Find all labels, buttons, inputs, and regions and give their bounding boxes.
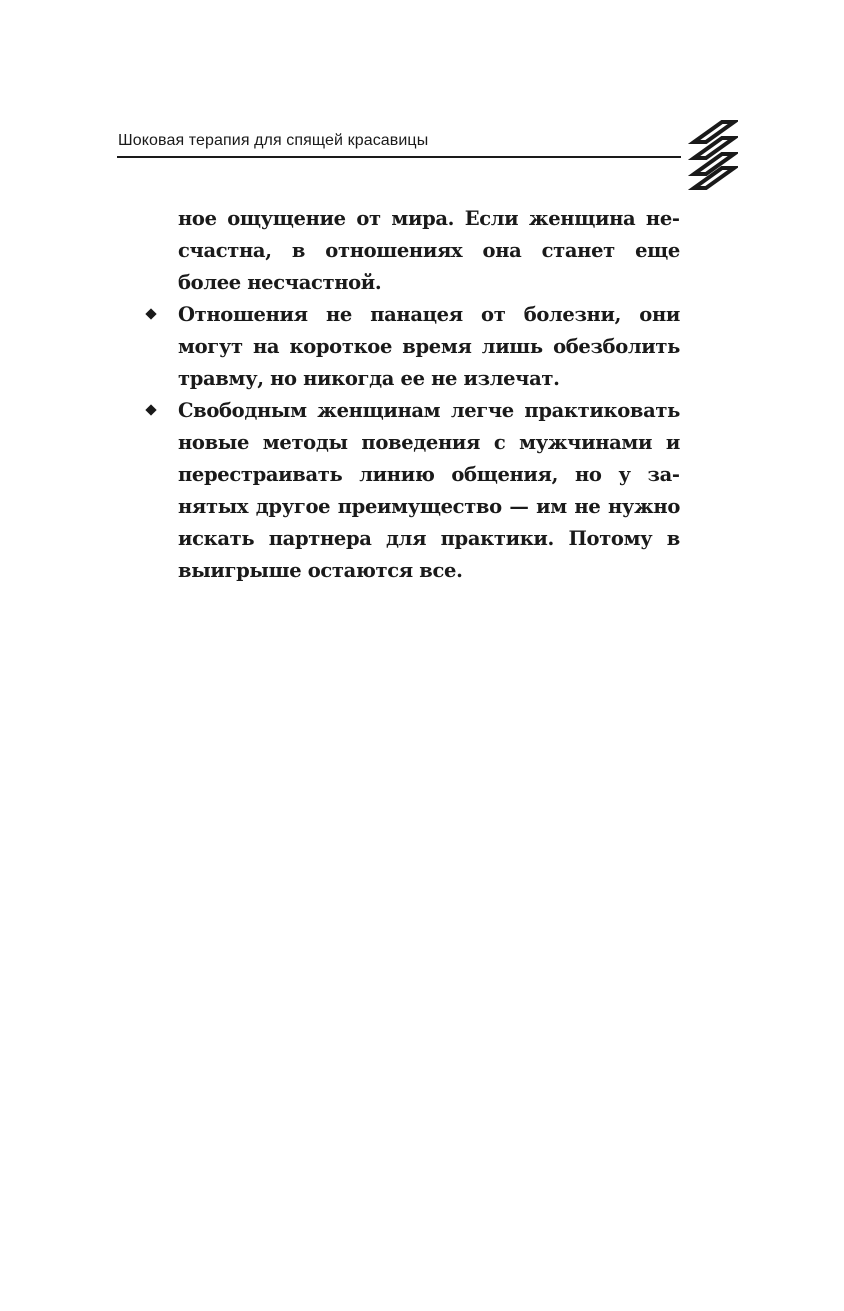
- publisher-zigzag-logo-icon: [688, 120, 738, 190]
- diamond-bullet-icon: [145, 404, 156, 415]
- list-item-text: Свободным женщинам легче практиковать новые методы поведения с мужчинами и перестраивать линию общения, но у занятых другое преимущество — им не нужно искать партнера для практики. Потому в выигрыше остаются все.: [178, 399, 680, 582]
- list-item: [178, 395, 680, 587]
- body-text: [178, 203, 680, 587]
- list-item-text: Отношения не панацея от болезни, они могут на короткое время лишь обезболить травму, но никогда ее не излечат.: [178, 303, 680, 390]
- bullet-list: [178, 299, 680, 587]
- running-header-title: Шоковая терапия для спящей красавицы: [118, 132, 429, 149]
- header-rule: [117, 156, 681, 158]
- list-item: [178, 299, 680, 395]
- diamond-bullet-icon: [145, 308, 156, 319]
- continuation-paragraph: ное ощущение от мира. Если женщина несчастна, в отношениях она станет еще более несчастной.: [178, 207, 680, 294]
